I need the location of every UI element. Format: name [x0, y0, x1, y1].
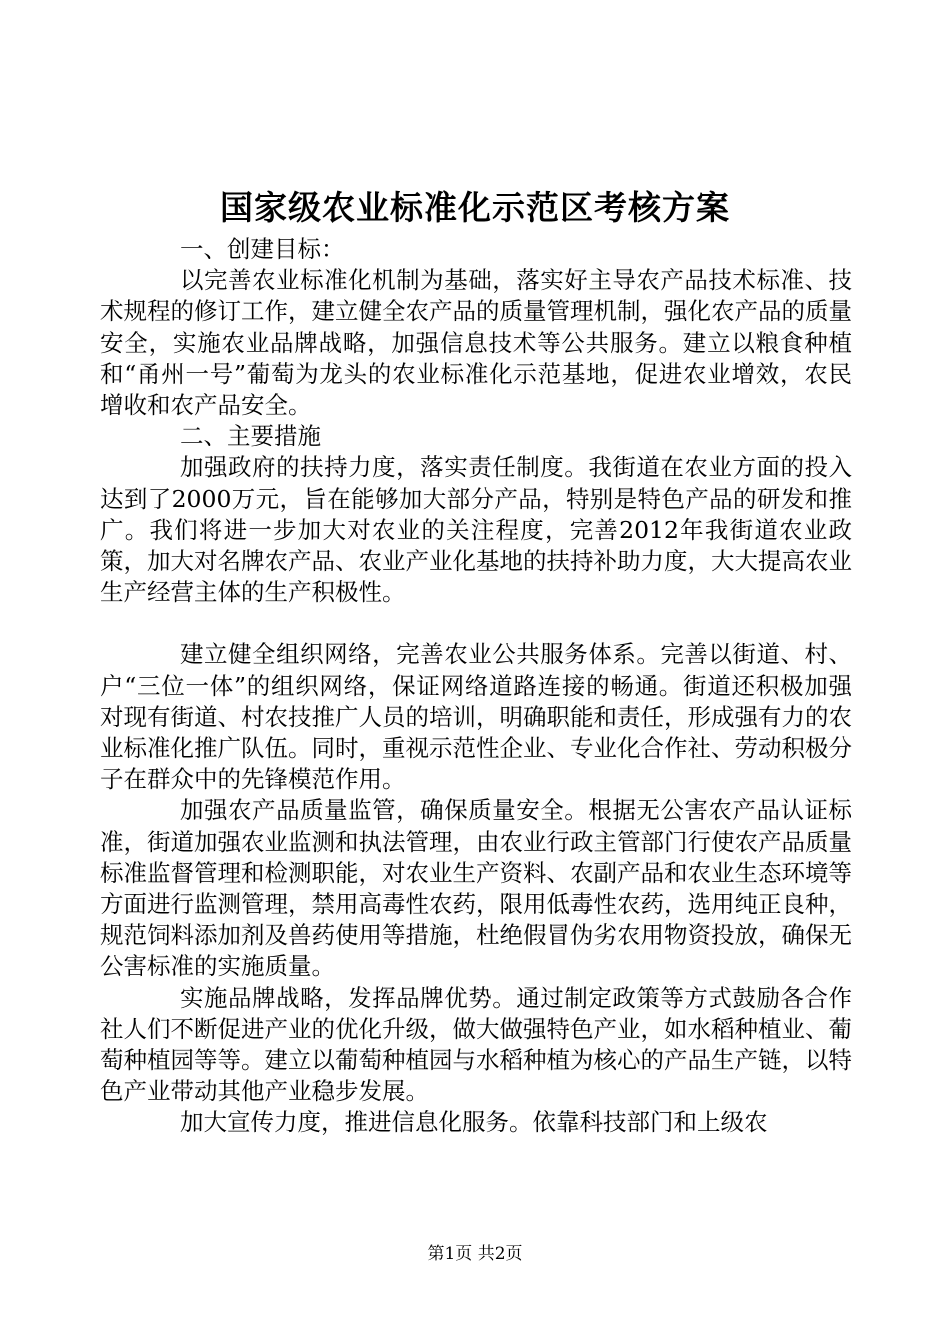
paragraph-brand-strategy: 实施品牌战略，发挥品牌优势。通过制定政策等方式鼓励各合作社人们不断促进产业的优化升级，做大做强特色产业，如水稻种植业、葡萄种植园等等。建立以葡萄种植园与水稻种植为核心的产品生产链，以特色产业带动其他产业稳步发展。: [100, 983, 852, 1106]
paragraph-publicity: 加大宣传力度，推进信息化服务。依靠科技部门和上级农: [180, 1108, 768, 1137]
section-heading-goals: 一、创建目标：: [180, 235, 345, 263]
paragraph-spacer: [100, 608, 852, 639]
paragraph-organization-network: 建立健全组织网络，完善农业公共服务体系。完善以街道、村、户“三位一体”的组织网络，保证网络道路连接的畅通。街道还积极加强对现有街道、村农技推广人员的培训，明确职能和责任，形成强有力的农业标准化推广队伍。同时，重视示范性企业、专业化合作社、劳动积极分子在群众中的先锋模范作用。: [100, 640, 852, 794]
paragraph-goals: 以完善农业标准化机制为基础，落实好主导农产品技术标准、技术规程的修订工作，建立健全农产品的质量管理机制，强化农产品的质量安全，实施农业品牌战略，加强信息技术等公共服务。建立以粮食种植和“甬州一号”葡萄为龙头的农业标准化示范基地，促进农业增效，农民增收和农产品安全。: [100, 266, 852, 420]
document-title: 国家级农业标准化示范区考核方案: [220, 188, 730, 227]
page-number-footer: 第1页 共2页: [427, 1244, 523, 1264]
document-body: [100, 234, 852, 1139]
paragraph-government-support: 加强政府的扶持力度，落实责任制度。我街道在农业方面的投入达到了2000万元，旨在能够加大部分产品，特别是特色产品的研发和推广。我们将进一步加大对农业的关注程度，完善2012年我街道农业政策，加大对名牌农产品、农业产业化基地的扶持补助力度，大大提高农业生产经营主体的生产积极性。: [100, 453, 852, 607]
paragraph-quality-supervision: 加强农产品质量监管，确保质量安全。根据无公害农产品认证标准，街道加强农业监测和执法管理，由农业行政主管部门行使农产品质量标准监督管理和检测职能，对农业生产资料、农副产品和农业生态环境等方面进行监测管理，禁用高毒性农药，限用低毒性农药，选用纯正良种，规范饲料添加剂及兽药使用等措施，杜绝假冒伪劣农用物资投放，确保无公害标准的实施质量。: [100, 796, 852, 981]
section-heading-measures: 二、主要措施: [180, 422, 321, 451]
